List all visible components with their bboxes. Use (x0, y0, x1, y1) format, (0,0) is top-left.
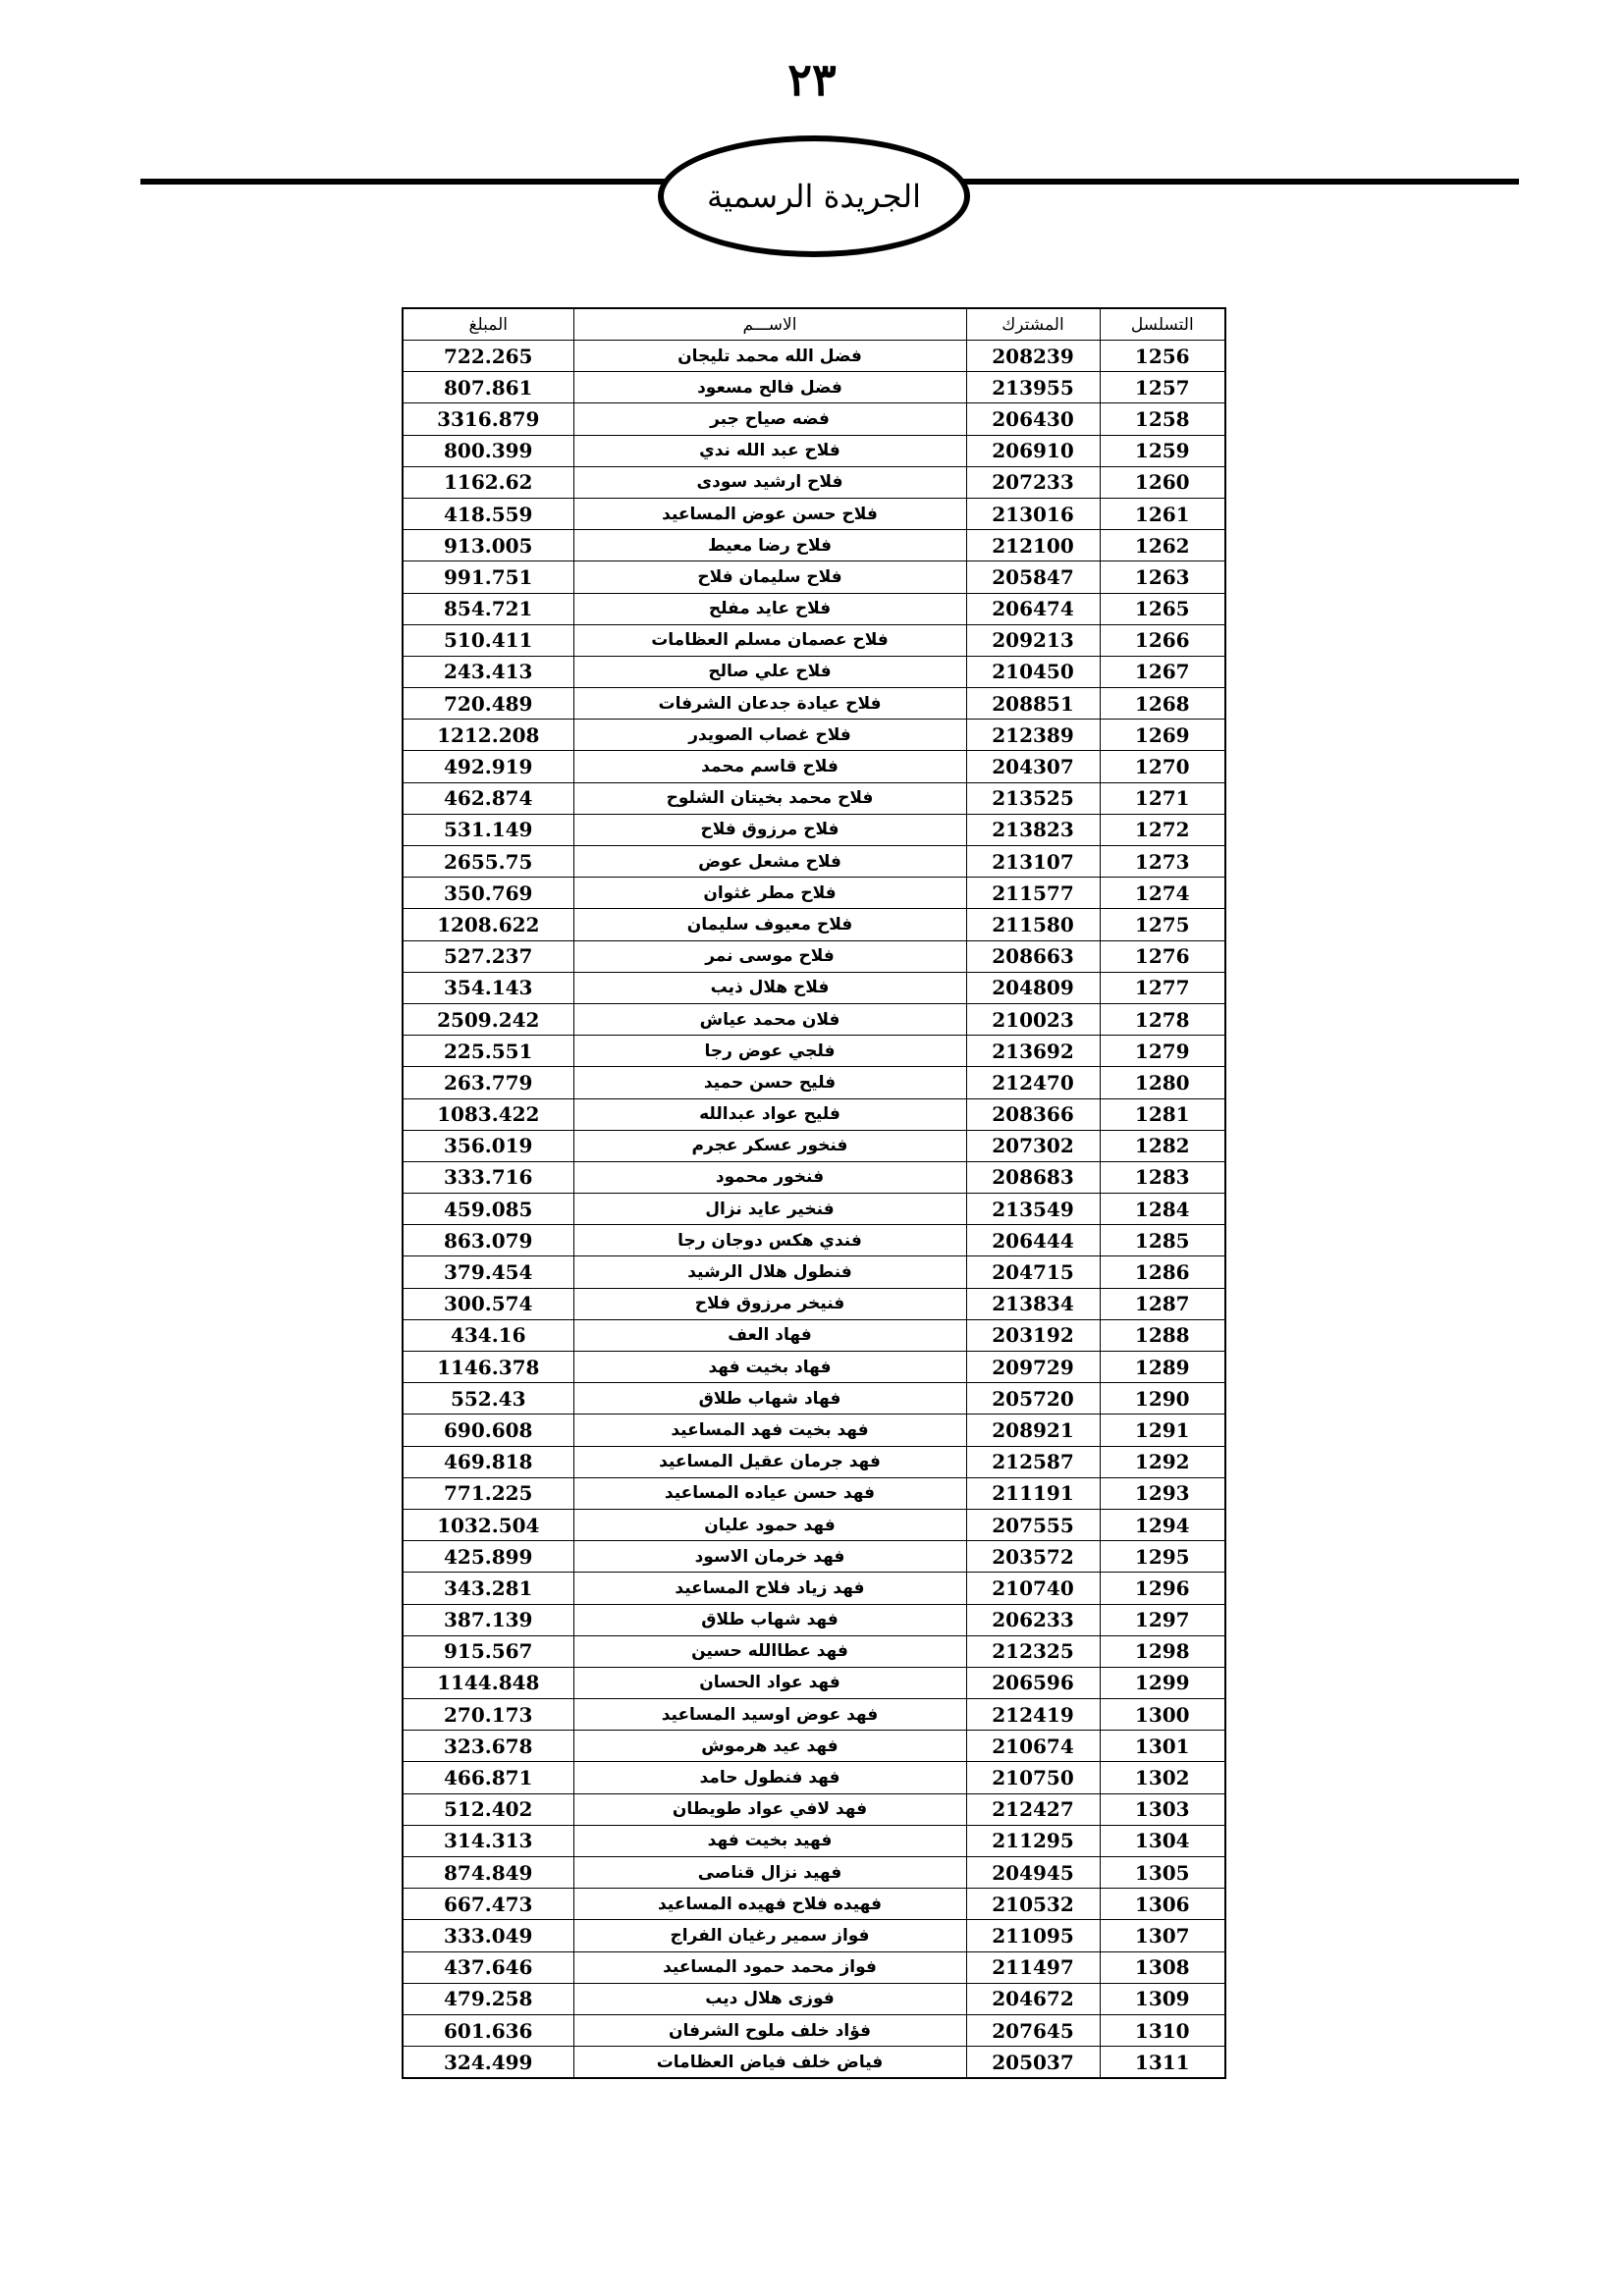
cell-seq: 1271 (1100, 782, 1225, 814)
cell-subscriber: 213692 (966, 1036, 1100, 1067)
cell-subscriber: 210740 (966, 1573, 1100, 1604)
cell-seq: 1280 (1100, 1067, 1225, 1098)
cell-subscriber: 207555 (966, 1509, 1100, 1540)
cell-seq: 1263 (1100, 561, 1225, 593)
table-row (403, 1573, 1225, 1604)
cell-subscriber: 210750 (966, 1762, 1100, 1793)
table-row (403, 1604, 1225, 1635)
cell-name: فلاح رضا معيط (573, 530, 966, 561)
cell-amount: 314.313 (403, 1825, 573, 1856)
cell-amount: 379.454 (403, 1256, 573, 1288)
cell-subscriber: 208851 (966, 688, 1100, 720)
cell-amount: 387.139 (403, 1604, 573, 1635)
cell-seq: 1286 (1100, 1256, 1225, 1288)
cell-subscriber: 212389 (966, 720, 1100, 751)
cell-name: فهيده فلاح فهيده المساعيد (573, 1889, 966, 1920)
cell-name: فهد عواد الحسان (573, 1667, 966, 1698)
ledger-table (402, 307, 1226, 2079)
cell-amount: 3316.879 (403, 403, 573, 435)
cell-amount: 863.079 (403, 1225, 573, 1256)
cell-seq: 1289 (1100, 1352, 1225, 1383)
cell-subscriber: 206596 (966, 1667, 1100, 1698)
cell-seq: 1270 (1100, 751, 1225, 782)
cell-amount: 270.173 (403, 1699, 573, 1731)
ledger-table-wrap (402, 307, 1224, 2079)
cell-amount: 324.499 (403, 2047, 573, 2079)
table-row (403, 1194, 1225, 1225)
cell-subscriber: 210674 (966, 1731, 1100, 1762)
cell-name: فهيد نزال قناصى (573, 1857, 966, 1889)
table-row (403, 403, 1225, 435)
cell-subscriber: 204945 (966, 1857, 1100, 1889)
cell-seq: 1276 (1100, 940, 1225, 972)
cell-name: فلان محمد عياش (573, 1003, 966, 1035)
cell-name: فلاح محمد بخيتان الشلوح (573, 782, 966, 814)
cell-seq: 1297 (1100, 1604, 1225, 1635)
table-row (403, 1288, 1225, 1319)
cell-subscriber: 211497 (966, 1951, 1100, 1983)
cell-name: فلاح مطر غثوان (573, 878, 966, 909)
table-row (403, 1003, 1225, 1035)
cell-seq: 1266 (1100, 624, 1225, 656)
cell-seq: 1268 (1100, 688, 1225, 720)
cell-amount: 1032.504 (403, 1509, 573, 1540)
table-row (403, 688, 1225, 720)
cell-name: فهد لافي عواد طويطان (573, 1793, 966, 1825)
table-row (403, 1951, 1225, 1983)
cell-amount: 356.019 (403, 1130, 573, 1161)
cell-subscriber: 204809 (966, 972, 1100, 1003)
cell-name: فهاد العف (573, 1319, 966, 1351)
cell-seq: 1278 (1100, 1003, 1225, 1035)
cell-name: فنطول هلال الرشيد (573, 1256, 966, 1288)
cell-amount: 225.551 (403, 1036, 573, 1067)
table-row (403, 561, 1225, 593)
cell-seq: 1291 (1100, 1415, 1225, 1446)
cell-name: فضل فالح مسعود (573, 372, 966, 403)
table-row (403, 2047, 1225, 2079)
cell-subscriber: 210023 (966, 1003, 1100, 1035)
cell-name: فندي هكس دوجان رجا (573, 1225, 966, 1256)
cell-subscriber: 213834 (966, 1288, 1100, 1319)
table-row (403, 1731, 1225, 1762)
cell-amount: 800.399 (403, 435, 573, 466)
cell-seq: 1308 (1100, 1951, 1225, 1983)
table-row (403, 341, 1225, 372)
cell-seq: 1269 (1100, 720, 1225, 751)
cell-amount: 1146.378 (403, 1352, 573, 1383)
cell-name: فهد خرمان الاسود (573, 1541, 966, 1573)
cell-amount: 437.646 (403, 1951, 573, 1983)
table-row (403, 1383, 1225, 1415)
header-name: الاســـم (573, 308, 966, 341)
cell-seq: 1265 (1100, 593, 1225, 624)
cell-subscriber: 206233 (966, 1604, 1100, 1635)
cell-amount: 807.861 (403, 372, 573, 403)
table-row (403, 1446, 1225, 1477)
cell-seq: 1295 (1100, 1541, 1225, 1573)
cell-seq: 1279 (1100, 1036, 1225, 1067)
table-row (403, 1889, 1225, 1920)
cell-subscriber: 210450 (966, 656, 1100, 687)
cell-seq: 1285 (1100, 1225, 1225, 1256)
cell-seq: 1298 (1100, 1635, 1225, 1667)
cell-seq: 1311 (1100, 2047, 1225, 2079)
table-row (403, 1352, 1225, 1383)
cell-seq: 1257 (1100, 372, 1225, 403)
cell-seq: 1281 (1100, 1098, 1225, 1130)
cell-amount: 2655.75 (403, 846, 573, 878)
ledger-body (403, 341, 1225, 2079)
cell-subscriber: 206444 (966, 1225, 1100, 1256)
cell-name: فلاح غصاب الصويدر (573, 720, 966, 751)
table-row (403, 720, 1225, 751)
cell-name: فهد عطاالله حسين (573, 1635, 966, 1667)
cell-seq: 1267 (1100, 656, 1225, 687)
cell-subscriber: 203192 (966, 1319, 1100, 1351)
cell-name: فهد جرمان عقيل المساعيد (573, 1446, 966, 1477)
table-row (403, 1983, 1225, 2014)
cell-seq: 1309 (1100, 1983, 1225, 2014)
table-row (403, 751, 1225, 782)
cell-name: فهد حسن عياده المساعيد (573, 1477, 966, 1509)
cell-subscriber: 213107 (966, 846, 1100, 878)
cell-seq: 1260 (1100, 466, 1225, 498)
cell-amount: 552.43 (403, 1383, 573, 1415)
cell-name: فهد عوض اوسيد المساعيد (573, 1699, 966, 1731)
cell-name: فؤاد خلف ملوح الشرفان (573, 2014, 966, 2046)
cell-subscriber: 211580 (966, 909, 1100, 940)
table-row (403, 1067, 1225, 1098)
cell-subscriber: 212587 (966, 1446, 1100, 1477)
table-row (403, 1415, 1225, 1446)
table-row (403, 466, 1225, 498)
cell-seq: 1273 (1100, 846, 1225, 878)
cell-seq: 1288 (1100, 1319, 1225, 1351)
cell-seq: 1296 (1100, 1573, 1225, 1604)
cell-name: فهاد بخيت فهد (573, 1352, 966, 1383)
cell-subscriber: 211191 (966, 1477, 1100, 1509)
table-row (403, 372, 1225, 403)
cell-subscriber: 204672 (966, 1983, 1100, 2014)
cell-subscriber: 211295 (966, 1825, 1100, 1856)
table-row (403, 846, 1225, 878)
cell-subscriber: 207645 (966, 2014, 1100, 2046)
cell-subscriber: 205847 (966, 561, 1100, 593)
cell-amount: 991.751 (403, 561, 573, 593)
cell-amount: 492.919 (403, 751, 573, 782)
table-row (403, 1509, 1225, 1540)
cell-name: فليح عواد عبدالله (573, 1098, 966, 1130)
cell-subscriber: 207302 (966, 1130, 1100, 1161)
cell-name: فنيخر مرزوق فلاح (573, 1288, 966, 1319)
cell-subscriber: 213549 (966, 1194, 1100, 1225)
cell-amount: 418.559 (403, 498, 573, 529)
cell-seq: 1303 (1100, 1793, 1225, 1825)
table-row (403, 2014, 1225, 2046)
cell-amount: 913.005 (403, 530, 573, 561)
cell-seq: 1272 (1100, 814, 1225, 845)
cell-subscriber: 213955 (966, 372, 1100, 403)
header-subscriber: المشترك (966, 308, 1100, 341)
cell-name: فلاح قاسم محمد (573, 751, 966, 782)
cell-name: فنخور محمود (573, 1161, 966, 1193)
cell-amount: 333.049 (403, 1920, 573, 1951)
masthead-oval (658, 135, 970, 257)
cell-seq: 1284 (1100, 1194, 1225, 1225)
cell-name: فنخير عايد نزال (573, 1194, 966, 1225)
cell-name: فضل الله محمد تليجان (573, 341, 966, 372)
cell-amount: 343.281 (403, 1573, 573, 1604)
cell-name: فهد زياد فلاح المساعيد (573, 1573, 966, 1604)
cell-amount: 531.149 (403, 814, 573, 845)
cell-seq: 1302 (1100, 1762, 1225, 1793)
cell-name: فلاح معيوف سليمان (573, 909, 966, 940)
table-row (403, 624, 1225, 656)
cell-subscriber: 213823 (966, 814, 1100, 845)
header-amount: المبلغ (403, 308, 573, 341)
table-row (403, 1667, 1225, 1698)
cell-amount: 771.225 (403, 1477, 573, 1509)
cell-subscriber: 211095 (966, 1920, 1100, 1951)
table-row (403, 1635, 1225, 1667)
table-row (403, 1477, 1225, 1509)
cell-amount: 667.473 (403, 1889, 573, 1920)
cell-subscriber: 213525 (966, 782, 1100, 814)
cell-name: فهد فنطول حامد (573, 1762, 966, 1793)
cell-name: فلاح موسى نمر (573, 940, 966, 972)
cell-subscriber: 208683 (966, 1161, 1100, 1193)
cell-seq: 1258 (1100, 403, 1225, 435)
table-row (403, 1130, 1225, 1161)
cell-name: فلاح ارشيد سودى (573, 466, 966, 498)
cell-amount: 462.874 (403, 782, 573, 814)
cell-amount: 466.871 (403, 1762, 573, 1793)
cell-name: فواز محمد حمود المساعيد (573, 1951, 966, 1983)
cell-name: فياض خلف فياض العظامات (573, 2047, 966, 2079)
cell-name: فهيد بخيت فهد (573, 1825, 966, 1856)
table-row (403, 1225, 1225, 1256)
table-row (403, 1793, 1225, 1825)
cell-name: فهد عيد هرموش (573, 1731, 966, 1762)
cell-name: فلجي عوض رجا (573, 1036, 966, 1067)
cell-subscriber: 208239 (966, 341, 1100, 372)
cell-subscriber: 205720 (966, 1383, 1100, 1415)
cell-amount: 874.849 (403, 1857, 573, 1889)
cell-subscriber: 208366 (966, 1098, 1100, 1130)
cell-amount: 425.899 (403, 1541, 573, 1573)
table-row (403, 1762, 1225, 1793)
cell-amount: 2509.242 (403, 1003, 573, 1035)
cell-seq: 1287 (1100, 1288, 1225, 1319)
cell-name: فلاح سليمان فلاح (573, 561, 966, 593)
cell-name: فلاح هلال ذيب (573, 972, 966, 1003)
cell-subscriber: 205037 (966, 2047, 1100, 2079)
cell-amount: 1083.422 (403, 1098, 573, 1130)
cell-amount: 243.413 (403, 656, 573, 687)
cell-name: فضه صياح جبر (573, 403, 966, 435)
cell-name: فلاح عيادة جدعان الشرفات (573, 688, 966, 720)
cell-amount: 300.574 (403, 1288, 573, 1319)
table-row (403, 814, 1225, 845)
cell-seq: 1304 (1100, 1825, 1225, 1856)
cell-subscriber: 208663 (966, 940, 1100, 972)
table-row (403, 1319, 1225, 1351)
cell-name: فلاح عايد مفلح (573, 593, 966, 624)
table-row (403, 1825, 1225, 1856)
cell-amount: 469.818 (403, 1446, 573, 1477)
table-row (403, 1699, 1225, 1731)
table-row (403, 972, 1225, 1003)
cell-seq: 1293 (1100, 1477, 1225, 1509)
cell-name: فلاح علي صالح (573, 656, 966, 687)
cell-amount: 354.143 (403, 972, 573, 1003)
table-row (403, 656, 1225, 687)
cell-name: فلاح مشعل عوض (573, 846, 966, 878)
page-number: ٢٣ (787, 53, 837, 106)
table-row (403, 435, 1225, 466)
cell-name: فلاح مرزوق فلاح (573, 814, 966, 845)
table-row (403, 940, 1225, 972)
masthead-title: الجريدة الرسمية (706, 178, 921, 215)
table-row (403, 1036, 1225, 1067)
cell-amount: 479.258 (403, 1983, 573, 2014)
cell-subscriber: 213016 (966, 498, 1100, 529)
cell-seq: 1310 (1100, 2014, 1225, 2046)
cell-seq: 1299 (1100, 1667, 1225, 1698)
table-row (403, 1541, 1225, 1573)
cell-amount: 512.402 (403, 1793, 573, 1825)
cell-name: فليح حسن حميد (573, 1067, 966, 1098)
cell-amount: 915.567 (403, 1635, 573, 1667)
cell-subscriber: 206910 (966, 435, 1100, 466)
table-row (403, 1161, 1225, 1193)
cell-subscriber: 212325 (966, 1635, 1100, 1667)
cell-seq: 1259 (1100, 435, 1225, 466)
cell-amount: 333.716 (403, 1161, 573, 1193)
cell-subscriber: 212470 (966, 1067, 1100, 1098)
cell-name: فهد حمود عليان (573, 1509, 966, 1540)
table-row (403, 1857, 1225, 1889)
table-row (403, 782, 1225, 814)
table-row (403, 1098, 1225, 1130)
table-row (403, 593, 1225, 624)
cell-name: فواز سمير رغيان الفراج (573, 1920, 966, 1951)
cell-amount: 323.678 (403, 1731, 573, 1762)
cell-amount: 722.265 (403, 341, 573, 372)
cell-subscriber: 209213 (966, 624, 1100, 656)
cell-name: فنخور عسكر عجرم (573, 1130, 966, 1161)
cell-seq: 1292 (1100, 1446, 1225, 1477)
cell-seq: 1283 (1100, 1161, 1225, 1193)
cell-name: فلاح عصمان مسلم العظامات (573, 624, 966, 656)
cell-subscriber: 208921 (966, 1415, 1100, 1446)
table-row (403, 530, 1225, 561)
cell-amount: 1162.62 (403, 466, 573, 498)
cell-seq: 1282 (1100, 1130, 1225, 1161)
cell-subscriber: 203572 (966, 1541, 1100, 1573)
cell-subscriber: 204307 (966, 751, 1100, 782)
cell-amount: 720.489 (403, 688, 573, 720)
cell-seq: 1277 (1100, 972, 1225, 1003)
table-row (403, 1920, 1225, 1951)
header-seq: التسلسل (1100, 308, 1225, 341)
header-row (403, 308, 1225, 341)
cell-seq: 1262 (1100, 530, 1225, 561)
cell-name: فلاح حسن عوض المساعيد (573, 498, 966, 529)
cell-amount: 263.779 (403, 1067, 573, 1098)
cell-amount: 601.636 (403, 2014, 573, 2046)
cell-name: فلاح عبد الله ندي (573, 435, 966, 466)
cell-amount: 1208.622 (403, 909, 573, 940)
cell-amount: 434.16 (403, 1319, 573, 1351)
table-row (403, 909, 1225, 940)
cell-seq: 1307 (1100, 1920, 1225, 1951)
cell-amount: 690.608 (403, 1415, 573, 1446)
cell-subscriber: 211577 (966, 878, 1100, 909)
cell-amount: 350.769 (403, 878, 573, 909)
cell-seq: 1256 (1100, 341, 1225, 372)
cell-amount: 510.411 (403, 624, 573, 656)
cell-amount: 854.721 (403, 593, 573, 624)
cell-subscriber: 204715 (966, 1256, 1100, 1288)
cell-subscriber: 207233 (966, 466, 1100, 498)
cell-seq: 1294 (1100, 1509, 1225, 1540)
cell-subscriber: 206430 (966, 403, 1100, 435)
cell-seq: 1301 (1100, 1731, 1225, 1762)
cell-subscriber: 212427 (966, 1793, 1100, 1825)
cell-name: فهاد شهاب طلاق (573, 1383, 966, 1415)
cell-seq: 1306 (1100, 1889, 1225, 1920)
cell-amount: 1144.848 (403, 1667, 573, 1698)
table-row (403, 1256, 1225, 1288)
cell-amount: 1212.208 (403, 720, 573, 751)
cell-name: فهد بخيت فهد المساعيد (573, 1415, 966, 1446)
cell-name: فوزى هلال ديب (573, 1983, 966, 2014)
cell-subscriber: 209729 (966, 1352, 1100, 1383)
cell-seq: 1274 (1100, 878, 1225, 909)
cell-subscriber: 206474 (966, 593, 1100, 624)
table-row (403, 878, 1225, 909)
cell-subscriber: 212100 (966, 530, 1100, 561)
table-row (403, 498, 1225, 529)
cell-subscriber: 210532 (966, 1889, 1100, 1920)
cell-seq: 1300 (1100, 1699, 1225, 1731)
cell-amount: 459.085 (403, 1194, 573, 1225)
cell-subscriber: 212419 (966, 1699, 1100, 1731)
cell-seq: 1261 (1100, 498, 1225, 529)
cell-amount: 527.237 (403, 940, 573, 972)
cell-seq: 1305 (1100, 1857, 1225, 1889)
cell-seq: 1290 (1100, 1383, 1225, 1415)
cell-name: فهد شهاب طلاق (573, 1604, 966, 1635)
cell-seq: 1275 (1100, 909, 1225, 940)
